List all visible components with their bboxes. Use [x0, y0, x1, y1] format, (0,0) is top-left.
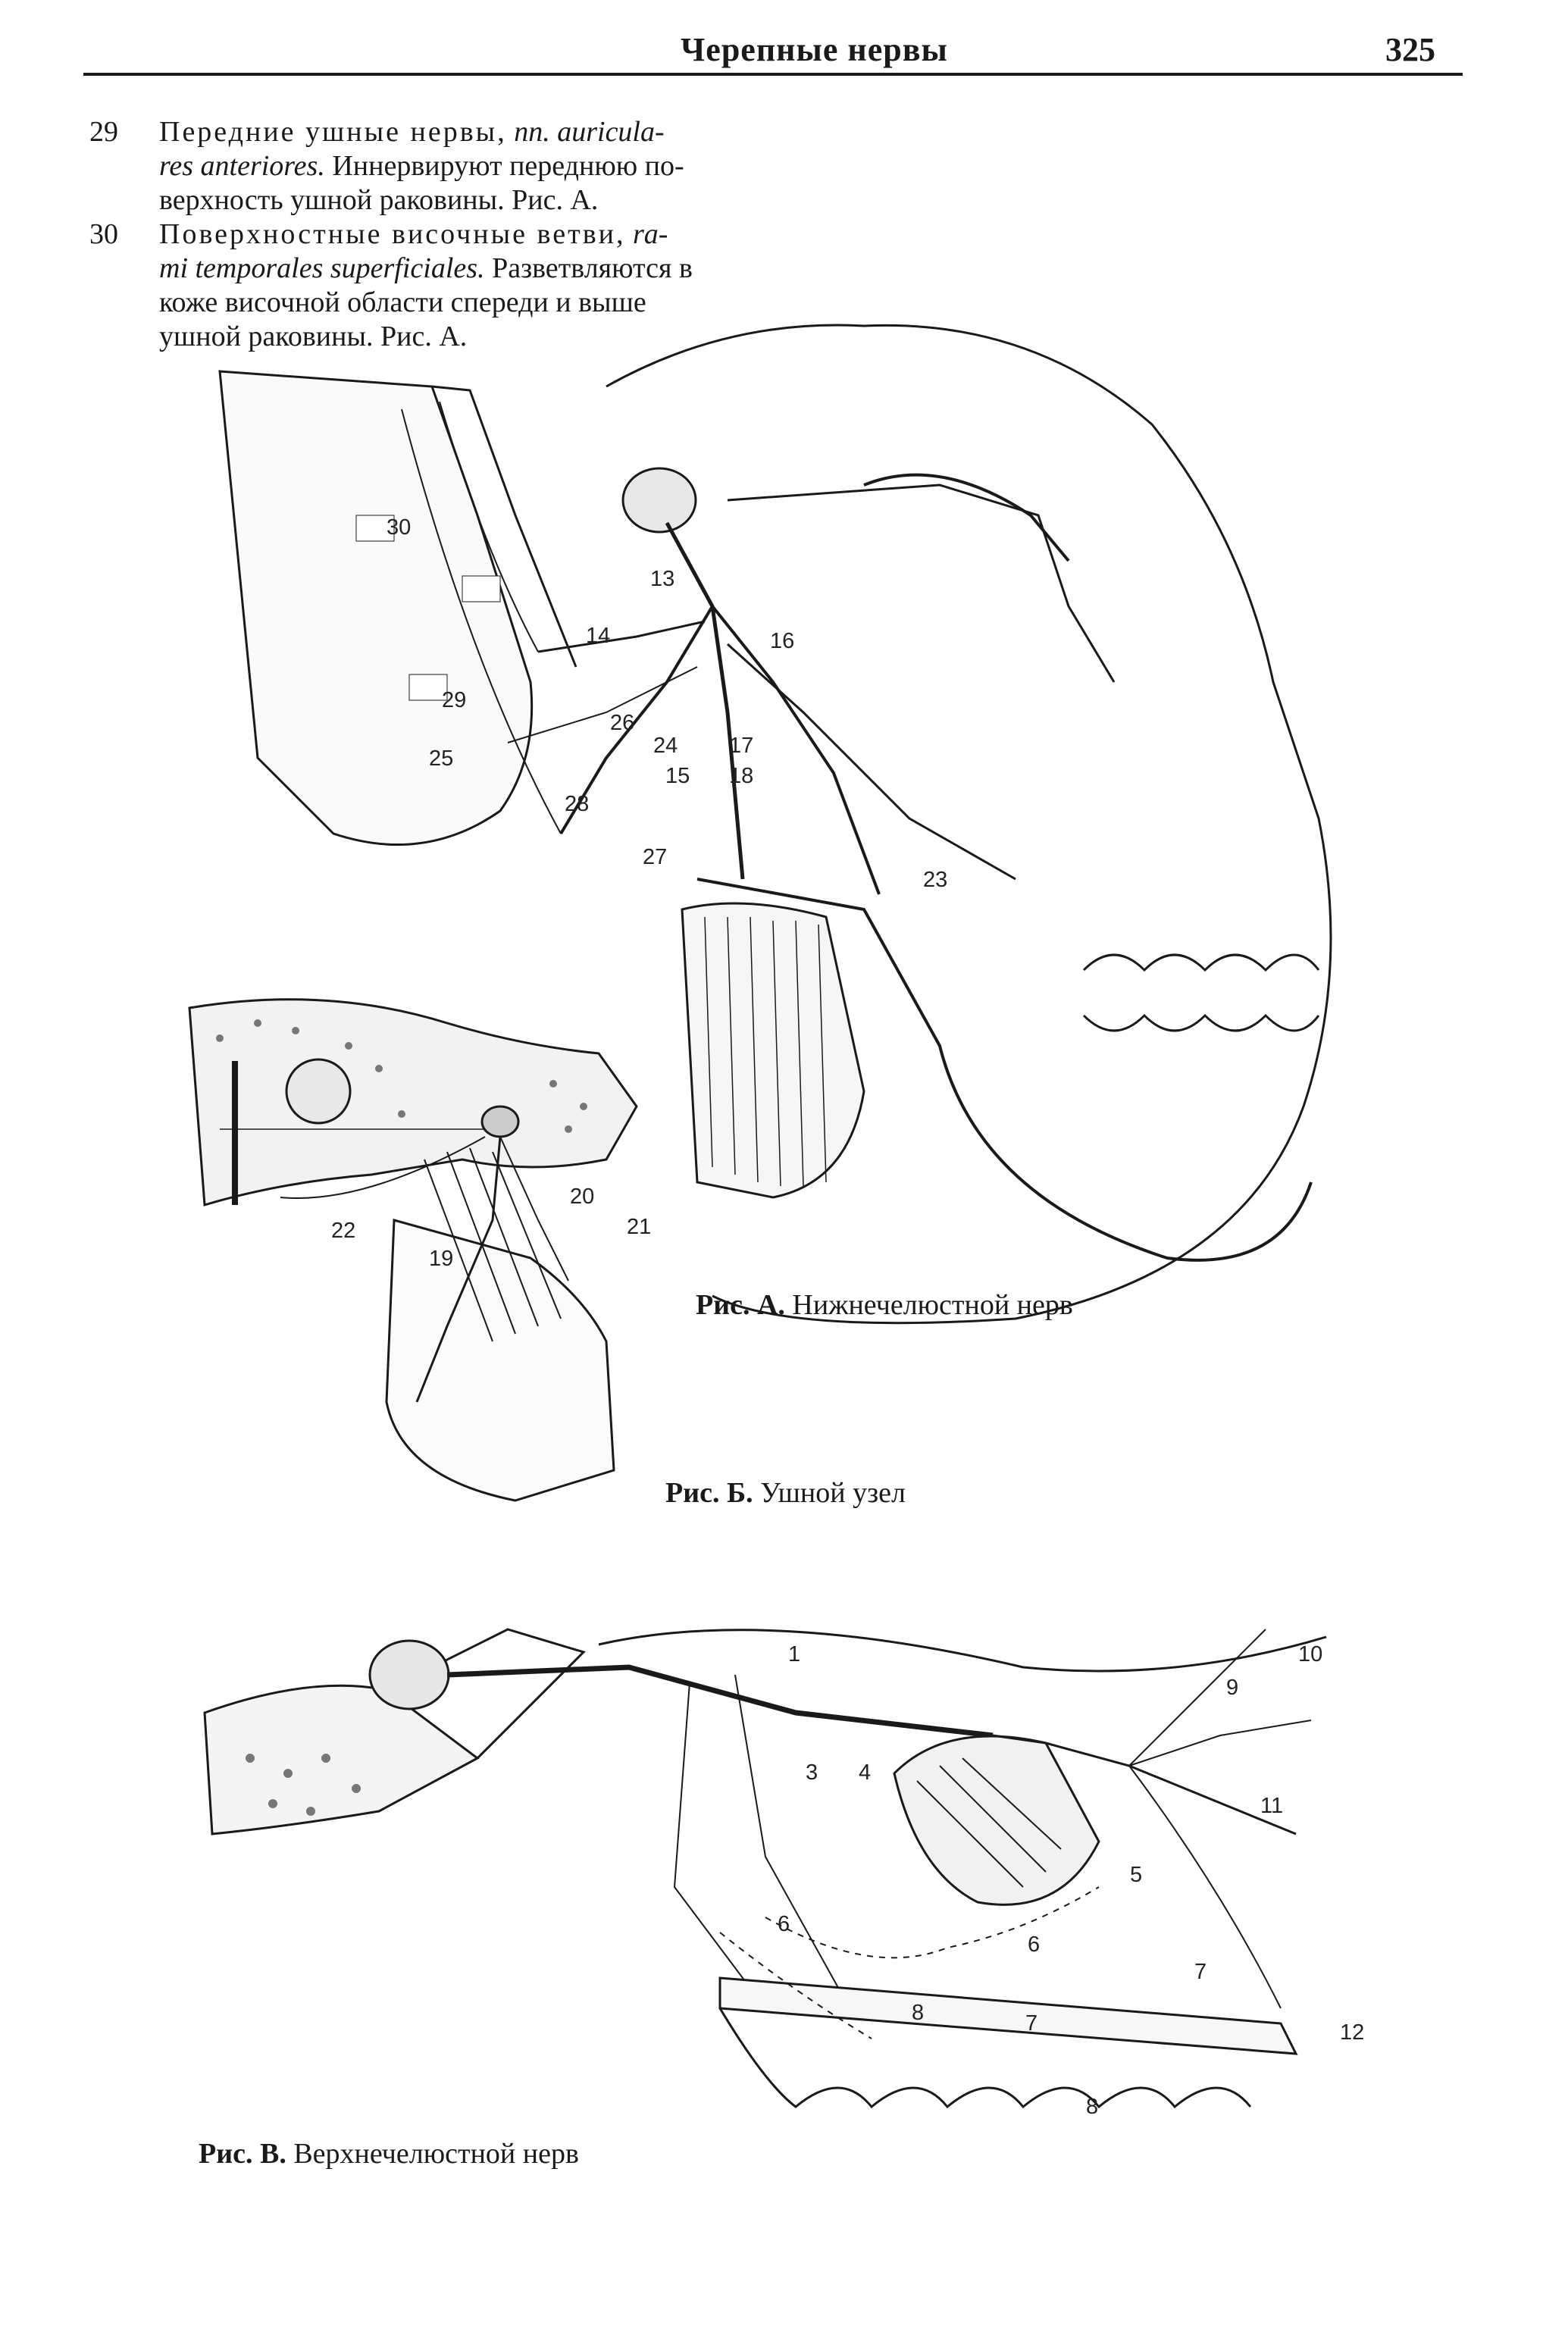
- callout-label: 28: [565, 792, 590, 816]
- callout-label: 7: [1194, 1960, 1207, 1984]
- caption-label: Рис. В.: [199, 2138, 286, 2170]
- callout-label: 15: [665, 764, 690, 788]
- callout-label: 14: [586, 624, 611, 648]
- callout-label: 6: [1028, 1932, 1041, 1957]
- entry-latin: ra-: [633, 218, 668, 250]
- callout-label: 22: [331, 1219, 356, 1243]
- callout-label: 19: [429, 1247, 454, 1271]
- entry-term: Поверхностные височные ветви,: [159, 218, 626, 250]
- callout-label: 7: [1025, 2011, 1038, 2036]
- header-rule: [83, 73, 1463, 76]
- figure-a-caption: [696, 1288, 1073, 1322]
- callout-label: 8: [912, 2001, 925, 2025]
- entry-latin: nn. auricula-: [514, 116, 665, 148]
- entry-latin: mi temporales superficiales.: [159, 252, 485, 284]
- callout-label: 24: [653, 734, 678, 758]
- caption-text: Нижнечелюстной нерв: [792, 1289, 1073, 1321]
- caption-label: Рис. А.: [696, 1289, 785, 1321]
- entry-text: ушной раковины. Рис. А.: [159, 321, 468, 352]
- callout-label: 6: [778, 1912, 790, 1936]
- figure-c-caption: [199, 2137, 579, 2170]
- caption-text: Ушной узел: [760, 1477, 906, 1509]
- callout-label: 21: [627, 1215, 652, 1239]
- caption-label: Рис. Б.: [665, 1477, 753, 1509]
- caption-text: Верхнечелюстной нерв: [293, 2138, 579, 2170]
- callout-label: 5: [1130, 1863, 1143, 1887]
- callout-label: 25: [429, 746, 454, 771]
- callout-label: 18: [729, 764, 754, 788]
- entry-number: 29: [89, 116, 118, 148]
- callout-label: 11: [1260, 1794, 1284, 1818]
- callout-label: 8: [1086, 2095, 1099, 2119]
- callout-label: 30: [387, 515, 412, 540]
- callout-label: 16: [770, 629, 795, 653]
- callout-label: 12: [1340, 2020, 1365, 2045]
- callout-label: 4: [859, 1760, 872, 1785]
- callout-label: 26: [610, 711, 635, 735]
- entry-term: Передние ушные нервы,: [159, 116, 507, 148]
- entry-text: Иннервируют переднюю по-: [332, 150, 684, 182]
- entry-latin: res anteriores.: [159, 150, 325, 182]
- callout-label: 27: [643, 845, 668, 869]
- callout-label: 3: [806, 1760, 818, 1785]
- callout-label: 20: [570, 1185, 595, 1209]
- callout-label: 10: [1298, 1642, 1323, 1666]
- callout-label: 1: [788, 1642, 801, 1666]
- entry-text: верхность ушной раковины. Рис. А.: [159, 184, 599, 216]
- figure-b-caption: [665, 1476, 906, 1510]
- entry-number: 30: [89, 218, 118, 250]
- running-head: Черепные нервы: [681, 31, 948, 68]
- callout-label: 13: [650, 567, 675, 591]
- callout-label: 17: [729, 734, 754, 758]
- entry-text: коже височной области спереди и выше: [159, 286, 646, 318]
- page-number: 325: [1385, 31, 1435, 68]
- entry-text: Разветвляются в: [492, 252, 693, 284]
- entry-body: [159, 115, 841, 218]
- callout-label: 29: [442, 688, 467, 712]
- callout-label: 23: [923, 868, 948, 892]
- callout-label: 9: [1226, 1676, 1239, 1700]
